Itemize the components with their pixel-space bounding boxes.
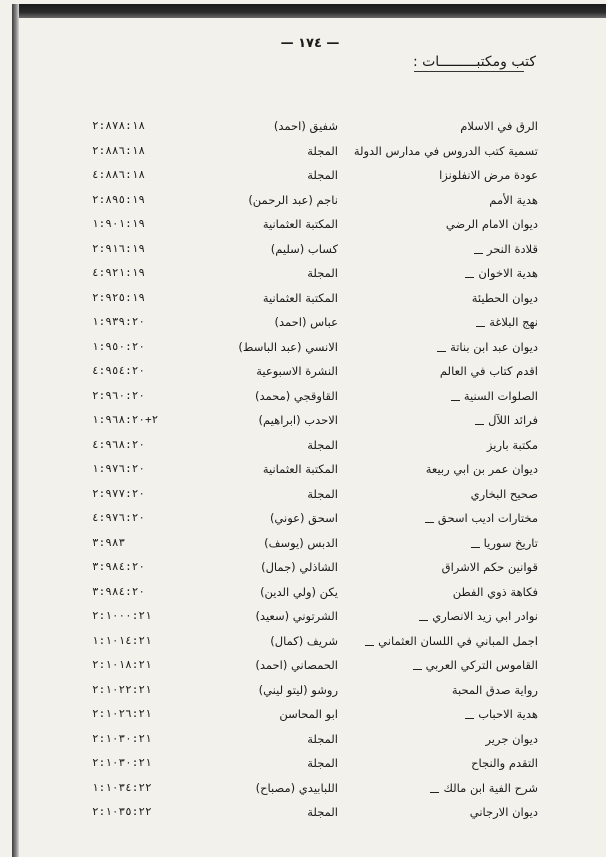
entry-title: صحيح البخاري [470,486,538,501]
entry-title: قلادة النحر [486,241,538,256]
list-item [0,681,606,706]
entry-author: المجلة [307,805,338,819]
entry-reference: ٢:١٠١٨:٢١ [92,658,152,671]
entry-dash-mark [465,277,474,278]
list-item [0,632,606,657]
list-item [0,117,606,142]
heading-underline [414,71,524,72]
entry-author: الحمصاني (احمد) [255,658,338,672]
entry-author: روشو (ليتو ليني) [258,682,338,697]
entry-reference: ١:٩٧٦:٢٠ [92,462,145,475]
entry-reference: ٢:٨٧٨:١٨ [92,119,145,132]
entry-title: التقدم والنجاح [471,756,538,770]
entry-author: كساب (سليم) [270,241,338,256]
entry-author: المجلة [307,486,338,501]
entry-title: ديوان الحطيئة [471,290,538,305]
page-number: — ١٧٤ — [280,36,340,51]
entry-title: تاريخ سوريا [483,535,538,550]
list-item [0,583,606,608]
entry-title: عودة مرض الانفلونزا [439,168,538,182]
entry-title: القاموس التركي العربي [425,658,538,672]
entry-author: شريف (كمال) [270,633,338,648]
entry-reference: ٤:٩٢١:١٩ [92,266,145,279]
entry-dash-mark [451,400,460,401]
list-item [0,362,606,387]
list-item [0,754,606,779]
list-item [0,142,606,167]
entry-reference: ١:٩٥٠:٢٠ [92,339,145,353]
entry-reference: ٢:١٠٠٠:٢١ [92,609,152,622]
scan-top-border [18,4,606,18]
entry-author: المجلة [307,756,338,770]
entry-title: هدية الاحباب [478,707,538,721]
entry-dash-mark [430,792,439,793]
list-item [0,436,606,461]
list-item [0,411,606,436]
entry-reference: ٢:٩٧٧:٢٠ [92,486,145,500]
list-item [0,803,606,828]
list-item [0,705,606,730]
entry-reference: ٤:٩٥٤:٢٠ [92,364,145,377]
entry-author: النشرة الاسبوعية [256,364,338,378]
list-item [0,387,606,412]
entry-dash-mark [475,424,484,425]
entry-author: شفيق (احمد) [273,119,338,133]
list-item [0,558,606,583]
list-item [0,191,606,216]
entry-reference: ٤:٩٦٨:٢٠ [92,437,145,451]
list-item [0,460,606,485]
entry-reference: ٢:١٠٣٥:٢٢ [92,805,152,818]
entry-dash-mark [437,351,446,352]
entry-dash-mark [465,718,474,719]
entry-title: الرق في الاسلام [460,119,538,133]
entry-title: نوادر ابي زيد الانصاري [432,609,538,623]
list-item [0,289,606,314]
list-item [0,607,606,632]
entry-author: المجلة [307,437,338,452]
entry-reference: ٤:٩٧٦:٢٠ [92,511,145,524]
list-item [0,166,606,191]
entry-title: اقدم كتاب في العالم [439,364,538,378]
entry-author: المكتبة العثمانية [262,290,338,305]
entry-reference: ١:١٠١٤:٢١ [92,633,152,647]
entry-title: مختارات اديب اسحق [437,511,538,525]
entry-author: يكن (ولي الدين) [260,584,338,599]
entry-title: ديوان عمر بن ابي ربيعة [425,462,538,476]
entry-author: ناجم (عبد الرحمن) [248,192,338,207]
entry-reference: ٢:١٠٣٠:٢١ [92,756,152,769]
entry-author: اسحق (عوني) [269,511,338,525]
entry-reference: ٤:٨٨٦:١٨ [92,168,145,181]
entry-reference: ٢:٩٦٠:٢٠ [92,388,145,402]
entry-title: اجمل المباني في اللسان العثماني [378,633,538,648]
list-item [0,313,606,338]
entry-title: هدية الاخوان [478,266,538,280]
entry-title: فرائد اللآل [488,413,538,427]
entry-title: هدية الأمم [489,192,538,207]
list-item [0,338,606,363]
entry-title: ديوان عبد ابن بناتة [450,339,538,354]
list-item [0,485,606,510]
list-item [0,656,606,681]
entry-dash-mark [476,326,485,327]
entry-title: ديوان الامام الرضي [445,217,538,231]
list-item [0,779,606,804]
entry-reference: ٢:١٠٢٦:٢١ [92,707,152,720]
entry-author: المجلة [307,143,338,158]
entry-author: الدبس (يوسف) [264,535,338,550]
entry-dash-mark [413,669,422,670]
entry-author: المجلة [307,266,338,280]
entry-dash-mark [471,547,480,548]
entry-reference: ٢:٨٨٦:١٨ [92,143,145,157]
entries-list [0,117,606,828]
list-item [0,534,606,559]
entry-reference: ١:١٠٣٤:٢٢ [92,780,152,794]
entry-author: ابو المحاسن [279,707,338,721]
entry-reference: ٢:٨٩٥:١٩ [92,192,145,206]
entry-reference: ٢:٩٢٥:١٩ [92,290,145,304]
entry-title: قوانين حكم الاشراق [441,560,538,574]
entry-reference: ٢:١٠٢٢:٢١ [92,682,152,696]
list-item [0,215,606,240]
entry-author: القاوقجي (محمد) [255,388,338,403]
entry-author: المجلة [307,731,338,746]
entry-dash-mark [425,522,434,523]
list-item [0,264,606,289]
entry-author: الشاذلي (جمال) [261,560,338,574]
entry-author: عباس (احمد) [274,315,338,329]
list-item [0,509,606,534]
entry-reference: ١:٩٠١:١٩ [92,217,145,230]
entry-title: تسمية كتب الدروس في مدارس الدولة [353,143,538,158]
entry-author: المكتبة العثمانية [262,217,338,231]
entry-title: فكاهة ذوي الفطن [452,584,538,599]
entry-reference: ٢+١:٩٦٨:٢٠ [92,413,159,426]
entry-title: ديوان الارجاني [469,805,538,819]
entry-title: الصلوات السنية [463,388,538,403]
list-item [0,730,606,755]
entry-author: الشرتوني (سعيد) [255,609,338,623]
entry-dash-mark [474,253,483,254]
entry-author: الاحدب (ابراهيم) [258,413,338,427]
entry-dash-mark [419,620,428,621]
entry-reference: ١:٩٣٩:٢٠ [92,315,145,328]
entry-author: المجلة [307,168,338,182]
entry-title: ديوان جرير [485,731,538,746]
list-item [0,240,606,265]
entry-title: رواية صدق المحبة [451,682,538,697]
entry-reference: ٢:١٠٣٠:٢١ [92,731,152,745]
entry-reference: ٣:٩٨٤:٢٠ [92,584,145,598]
entry-dash-mark [365,645,374,646]
entry-reference: ٣:٩٨٣ [92,535,126,549]
entry-author: اللبابيدي (مصباح) [255,780,338,795]
entry-title: مكتبة باريز [486,437,538,452]
entry-author: الانسي (عبد الباسط) [238,339,338,354]
section-heading: كتب ومكتبـــــــــات : [412,54,536,70]
entry-author: المكتبة العثمانية [262,462,338,476]
entry-reference: ٢:٩١٦:١٩ [92,241,145,255]
entry-title: شرح الفية ابن مالك [443,780,538,795]
entry-reference: ٣:٩٨٤:٢٠ [92,560,145,573]
entry-title: نهج البلاغة [489,315,538,329]
